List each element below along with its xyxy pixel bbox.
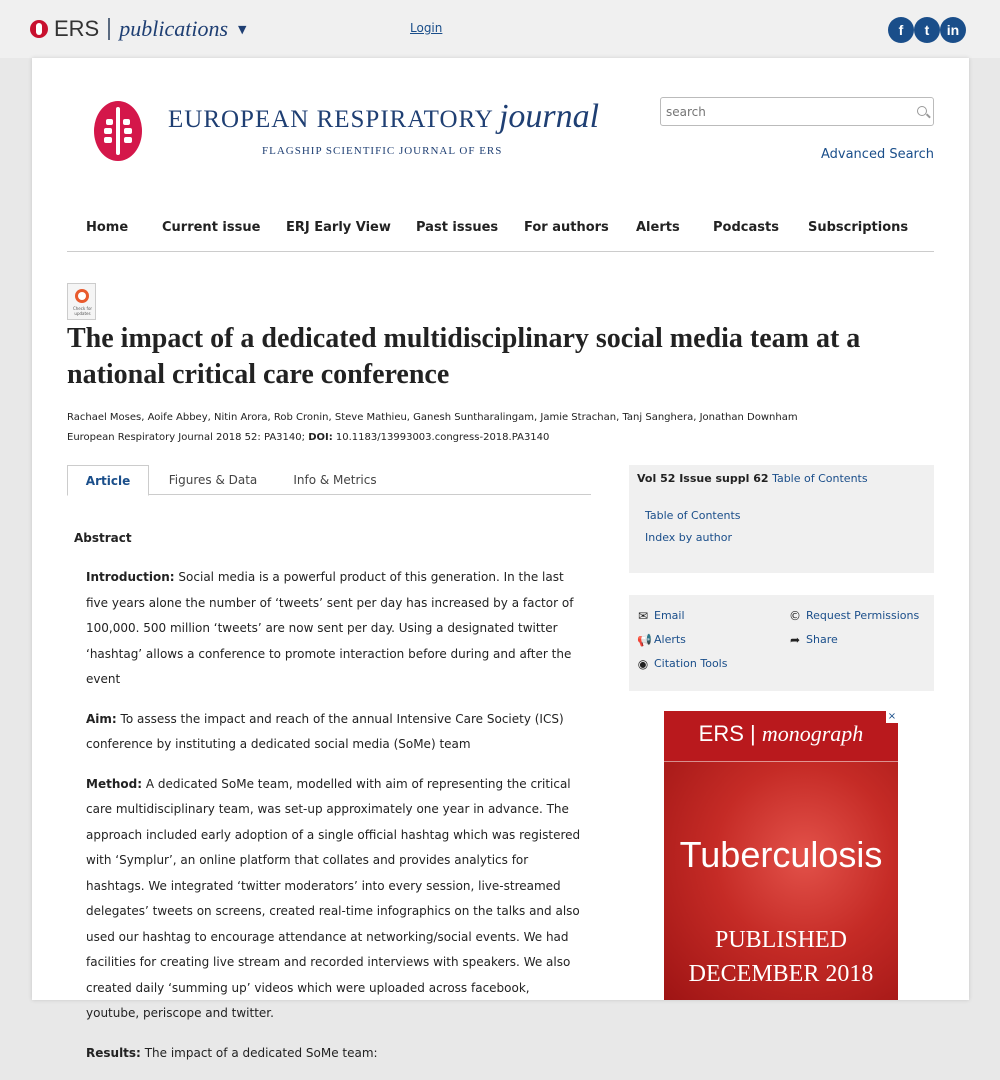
tool-label: Citation Tools bbox=[654, 657, 728, 670]
badge-label: Check for updates bbox=[72, 306, 93, 316]
check-for-updates-badge[interactable] bbox=[67, 283, 96, 320]
article-tabs bbox=[67, 465, 591, 495]
ers-brand: ERS bbox=[54, 16, 100, 41]
section-text: The impact of a dedicated SoMe team: bbox=[144, 1045, 378, 1060]
brand-divider bbox=[108, 18, 110, 40]
issue-toc-link[interactable]: Table of Contents bbox=[772, 472, 868, 485]
share-icon: ➦ bbox=[789, 632, 801, 647]
copyright-icon: © bbox=[789, 608, 801, 623]
index-by-author-link[interactable]: Index by author bbox=[645, 531, 733, 544]
ad-published bbox=[664, 923, 898, 991]
issue-line bbox=[637, 472, 868, 485]
ers-logo-icon bbox=[30, 20, 48, 38]
ad-brand-text: ERS | bbox=[698, 721, 756, 746]
issue-box bbox=[629, 465, 934, 573]
twitter-icon[interactable]: t bbox=[914, 17, 940, 43]
search-box bbox=[660, 97, 934, 126]
tab-info-metrics[interactable]: Info & Metrics bbox=[293, 473, 377, 487]
tool-label: Share bbox=[806, 633, 838, 646]
journal-title-main: EUROPEAN RESPIRATORY bbox=[168, 106, 494, 133]
nav-subscriptions[interactable]: Subscriptions bbox=[808, 220, 909, 235]
top-bar bbox=[0, 0, 1000, 58]
share-tool[interactable] bbox=[789, 633, 838, 646]
issue-label: Vol 52 Issue suppl 62 bbox=[637, 472, 769, 485]
updates-icon bbox=[75, 289, 89, 303]
ad-line-1: PUBLISHED bbox=[714, 927, 847, 953]
main-nav bbox=[67, 198, 934, 252]
alerts-tool[interactable] bbox=[637, 633, 686, 646]
search-icon[interactable] bbox=[917, 106, 927, 116]
nav-for-authors[interactable]: For authors bbox=[524, 220, 609, 235]
ad-brand-italic: monograph bbox=[761, 721, 864, 746]
citation-tools[interactable] bbox=[637, 657, 727, 670]
section-text: Social media is a powerful product of this generation. In the last five years alone the number of ‘tweets’ sent per day has increased by a factor of 100,000. 500 million ‘tweets’ are now sent per day. Using a designated twitter ‘hashtag’ allows a conference to promote interaction before during and after the event bbox=[86, 570, 574, 686]
envelope-icon: ✉ bbox=[637, 608, 649, 623]
monograph-ad[interactable] bbox=[664, 711, 898, 1000]
abstract-aim bbox=[86, 707, 581, 758]
section-text: A dedicated SoMe team, modelled with aim of representing the critical care multidisciplinary team, was set-up approximately one year in advance. The approach included early adoption of a single official hashtag which was registered with ‘Symplur’, an online platform that collates and provides analytics for hashtags. We integrated ‘twitter moderators’ into every session, live-streamed delegates’ tweets on screens, created real-time infographics on the talks and also used our hashtag to encourage attendance at networking/social events. We had facilities for creating live stream and recorded interviews with speakers. We also created daily ‘summing up’ videos which were uploaded across facebook, youtube, periscope and twitter. bbox=[86, 776, 581, 1020]
nav-early-view[interactable]: ERJ Early View bbox=[286, 220, 391, 235]
search-input[interactable] bbox=[661, 98, 901, 125]
journal-title-italic: journal bbox=[498, 98, 600, 135]
caret-down-icon: ▼ bbox=[238, 22, 247, 36]
toc-link[interactable]: Table of Contents bbox=[645, 509, 741, 522]
tab-figures-data[interactable]: Figures & Data bbox=[168, 473, 258, 487]
citation-text: European Respiratory Journal 2018 52: PA3140; bbox=[67, 432, 305, 443]
section-text: To assess the impact and reach of the annual Intensive Care Society (ICS) conference by instituting a dedicated social media (SoMe) team bbox=[86, 711, 564, 751]
article-title: The impact of a dedicated multidisciplinary social media team at a national critical care conference bbox=[67, 323, 861, 390]
nav-home[interactable]: Home bbox=[86, 220, 129, 235]
email-tool[interactable] bbox=[637, 609, 685, 622]
close-icon[interactable]: × bbox=[887, 711, 897, 722]
request-permissions-tool[interactable] bbox=[789, 609, 919, 622]
abstract-body bbox=[86, 565, 581, 1080]
citation-line bbox=[67, 432, 549, 443]
section-label: Results: bbox=[86, 1045, 141, 1060]
tool-label: Request Permissions bbox=[806, 609, 920, 622]
nav-past-issues[interactable]: Past issues bbox=[416, 220, 499, 235]
erj-logo-icon[interactable] bbox=[94, 101, 142, 161]
journal-title[interactable] bbox=[168, 98, 599, 136]
facebook-icon[interactable]: f bbox=[888, 17, 914, 43]
linkedin-icon[interactable]: in bbox=[940, 17, 966, 43]
ad-brand bbox=[664, 721, 898, 747]
nav-alerts[interactable]: Alerts bbox=[636, 220, 680, 235]
section-label: Method: bbox=[86, 776, 142, 791]
doi-value[interactable]: 10.1183/13993003.congress-2018.PA3140 bbox=[335, 432, 550, 443]
journal-subtitle: FLAGSHIP SCIENTIFIC JOURNAL OF ERS bbox=[262, 145, 503, 157]
doi-label: DOI: bbox=[308, 432, 333, 443]
author-list[interactable]: Rachael Moses, Aoife Abbey, Nitin Arora, Rob Cronin, Steve Mathieu, Ganesh Suntharalingam, Jamie Strachan, Tanj Sanghera, Jonathan Downham bbox=[67, 412, 798, 423]
section-label: Introduction: bbox=[86, 570, 175, 584]
abstract-method bbox=[86, 772, 581, 1027]
abstract-results bbox=[86, 1041, 581, 1067]
login-link[interactable]: Login bbox=[410, 21, 443, 35]
abstract-introduction bbox=[86, 565, 581, 693]
ad-title: Tuberculosis bbox=[679, 834, 883, 875]
page-card bbox=[32, 58, 969, 1060]
ers-publications-menu[interactable] bbox=[30, 16, 247, 42]
article-tools bbox=[629, 595, 934, 691]
section-label: Aim: bbox=[86, 711, 117, 726]
publications-label: publications bbox=[119, 16, 229, 41]
bullhorn-icon: 📢 bbox=[637, 632, 652, 647]
tool-label: Alerts bbox=[654, 633, 686, 646]
abstract-heading: Abstract bbox=[74, 531, 132, 545]
tab-article[interactable]: Article bbox=[67, 465, 149, 496]
nav-podcasts[interactable]: Podcasts bbox=[713, 220, 779, 235]
advanced-search-link[interactable]: Advanced Search bbox=[820, 147, 934, 162]
ad-line-2: DECEMBER 2018 bbox=[688, 961, 874, 987]
globe-icon: ◉ bbox=[637, 656, 649, 671]
tool-label: Email bbox=[654, 609, 685, 622]
nav-current-issue[interactable]: Current issue bbox=[162, 220, 261, 235]
ad-divider bbox=[664, 761, 898, 762]
